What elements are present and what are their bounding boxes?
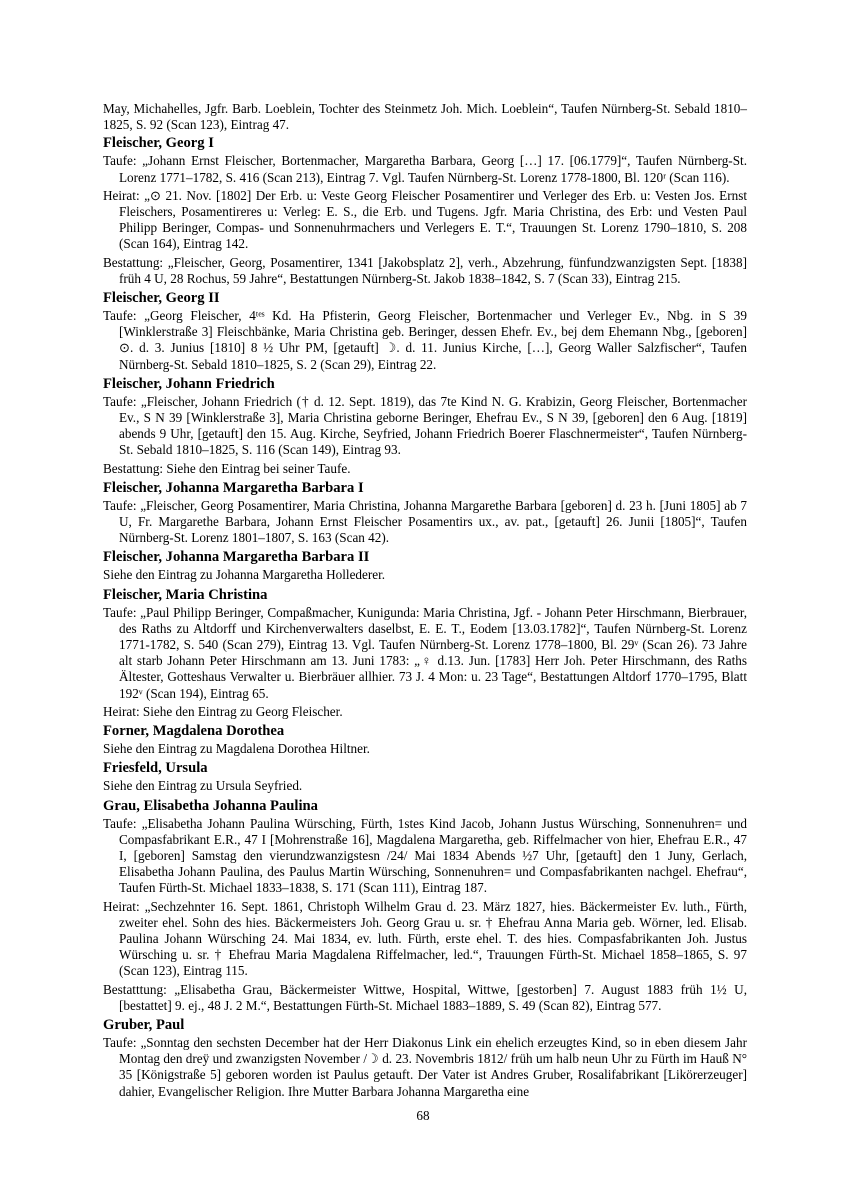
page-number: 68 <box>416 1108 430 1123</box>
entry-paragraph: Bestatttung: „Elisabetha Grau, Bäckermeister Wittwe, Hospital, Wittwe, [gestorben] 7. August 1883 früh 1½ U, [bestattet] 9. ej., 48 J. 2 M.“, Bestattungen Fürth-St. Michael 1883–1889, S. 49 (Scan 82), Eintrag 577. <box>103 981 747 1013</box>
entry-paragraph: Taufe: „Johann Ernst Fleischer, Bortenmacher, Margaretha Barbara, Georg […] 17. [06.1779]“, Taufen Nürnberg-St. Lorenz 1771–1782, S. 416 (Scan 213), Eintrag 7. Vgl. Taufen Nürnberg-St. Lorenz 1778-1800, Bl. 120ʳ (Scan 116). <box>103 153 747 185</box>
continuation-text: May, Michahelles, Jgfr. Barb. Loeblein, Tochter des Steinmetz Joh. Mich. Loeblein“, Taufen Nürnberg-St. Sebald 1810–1825, S. 92 (Scan 123), Eintrag 47. <box>103 101 747 133</box>
entries-container <box>103 134 747 1099</box>
entry-paragraph: Heirat: „Sechzehnter 16. Sept. 1861, Christoph Wilhelm Grau d. 23. März 1827, hies. Bäckermeister Ev. luth., Fürth, zweiter ehel. Sohn des hies. Bäckermeisters Joh. Georg Grau u. sr. † Ehefrau Anna Maria geb. Wörner, led. Elisab. Paulina Johann Würsching 24. Mai 1834, ev. luth. Fürth, erste ehel. T. des hies. Compasfabrikanten Joh. Justus Würsching u. sr. † Ehefrau Maria Magdalena Riffelmacher, led.“, Trauungen Fürth-St. Michael 1858–1865, S. 97 (Scan 123), Eintrag 115. <box>103 898 747 979</box>
entry-heading: Fleischer, Johanna Margaretha Barbara I <box>103 479 364 496</box>
entry-heading: Fleischer, Maria Christina <box>103 586 268 603</box>
cross-reference: Siehe den Eintrag zu Ursula Seyfried. <box>103 778 303 794</box>
entry-heading: Friesfeld, Ursula <box>103 760 208 777</box>
entry-paragraph: Taufe: „Georg Fleischer, 4ᵗᵉˢ Kd. Ha Pfisterin, Georg Fleischer, Bortenmacher und Verleger Ev., Nbg. in S 39 [Winklerstraße 3] Fleischbänke, Maria Christina geb. Beringer, dessen Ehefr. Ev., bej dem Ehemann Nbg., [geboren] ⊙. d. 3. Junius [1810] 8 ½ Uhr PM, [getauft] ☽. d. 11. Junius Kirche, […], Georg Waller Salzfischer“, Taufen Nürnberg-St. Sebald 1810–1825, S. 2 (Scan 29), Eintrag 22. <box>103 308 747 372</box>
entry-paragraph: Heirat: „⊙ 21. Nov. [1802] Der Erb. u: Veste Georg Fleischer Posamentirer und Verleger des Erb. u: Vesten Jos. Ernst Fleischers, Posamentireres u: Verleg: E. S., die Erb. und Tugens. Jgfr. Maria Christina, des Erb: und Vesten Paul Philipp Beringer, Compas- und Sonnenuhrmachers und Verlegers E. T.“, Trauungen St. Lorenz 1790–1810, S. 208 (Scan 164), Eintrag 142. <box>103 187 747 252</box>
entry-heading: Grau, Elisabetha Johanna Paulina <box>103 797 318 814</box>
entry-paragraph: Taufe: „Fleischer, Johann Friedrich († d. 12. Sept. 1819), das 7te Kind N. G. Krabizin, Georg Fleischer, Bortenmacher Ev., S N 39 [Winklerstraße 3], Maria Christina geborne Beringer, Ehefrau Ev., S N 39, [geboren] den 6 Aug. [1819] abends 9 Uhr, [getauft] den 15. Aug. Kirche, Seyfried, Johann Friedrich Boerer Flaschnermeister“, Taufen Nürnberg-St. Sebald 1810–1825, S. 116 (Scan 149), Eintrag 93. <box>103 393 747 458</box>
entry-paragraph: Heirat: Siehe den Eintrag zu Georg Fleischer. <box>103 703 343 719</box>
entry-paragraph: Taufe: „Sonntag den sechsten December hat der Herr Diakonus Link ein ehelich erzeugtes Kind, so in eben diesem Jahr Montag den dreÿ und zwanzigsten November /☽ d. 23. Novembris 1812/ früh um halb neun Uhr zu Fürth im Hauß N° 35 [Königstraße 5] geboren worden ist Paulus getauft. Der Vater ist Andres Gruber, Rosalifabrikant [Likörerzeuger] dahier, Evangelischer Religion. Ihre Mutter Barbara Johanna Margaretha eine <box>103 1034 747 1099</box>
entry-paragraph: Taufe: „Elisabetha Johann Paulina Würsching, Fürth, 1stes Kind Jacob, Johann Justus Würsching, Sonnenuhren= und Compasfabrikant E.R., 47 I [Mohrenstraße 16], Magdalena Margaretha, geb. Riffelmacher von hier, Ehefrau E.R., 47 I, [geboren] Samstag den vierundzwanzigstesn /24/ Mai 1834 Abends ½7 Uhr, [getauft] den 1 Juny, Gerlach, Elisabetha Johann Paulina, des Paulus Martin Würsching, Sonnenuhren= und Compasfabrikanten nachgel. Ehefrau“, Taufen Fürth-St. Michael 1833–1838, S. 171 (Scan 111), Eintrag 187. <box>103 815 747 896</box>
entry-paragraph: Bestattung: „Fleischer, Georg, Posamentirer, 1341 [Jakobsplatz 2], verh., Abzehrung, fünfundzwanzigsten Sept. [1838] früh 4 U, 28 Rochus, 59 Jahre“, Bestattungen Nürnberg-St. Jakob 1838–1842, S. 7 (Scan 33), Eintrag 215. <box>103 254 747 286</box>
cross-reference: Siehe den Eintrag zu Magdalena Dorothea Hiltner. <box>103 741 370 757</box>
entry-heading: Fleischer, Georg I <box>103 135 214 152</box>
entry-heading: Fleischer, Johann Friedrich <box>103 375 275 392</box>
entry-heading: Fleischer, Georg II <box>103 290 220 307</box>
entry-paragraph: Taufe: „Fleischer, Georg Posamentirer, Maria Christina, Johanna Margarethe Barbara [geboren] d. 23 h. [Juni 1805] ab 7 U, Fr. Margarethe Barbara, Johann Ernst Fleischer Posamentirs ux., av. pat., [getauft] 26. Junii [1805]“, Taufen Nürnberg-St. Lorenz 1801–1807, S. 163 (Scan 42). <box>103 497 747 546</box>
entry-heading: Fleischer, Johanna Margaretha Barbara II <box>103 549 370 566</box>
entry-heading: Forner, Magdalena Dorothea <box>103 723 285 740</box>
entry-paragraph: Bestattung: Siehe den Eintrag bei seiner Taufe. <box>103 460 351 476</box>
document-body <box>103 101 747 1102</box>
entry-heading: Gruber, Paul <box>103 1016 185 1033</box>
cross-reference: Siehe den Eintrag zu Johanna Margaretha Hollederer. <box>103 567 386 583</box>
entry-paragraph: Taufe: „Paul Philipp Beringer, Compaßmacher, Kunigunda: Maria Christina, Jgf. - Johann Peter Hirschmann, Bierbrauer, des Raths zu Altdorff und Kirchenverwalters daselbst, E. E. T., Eodem [13.03.1782]“, Taufen Nürnberg-St. Lorenz 1771-1782, S. 540 (Scan 279), Eintrag 13. Vgl. Taufen Nürnberg-St. Lorenz 1778–1800, Bl. 29ᵛ (Scan 26). 73 Jahre alt starb Johann Peter Hirschmann am 13. Juni 1783: „♀ d.13. Jun. [1783] Herr Joh. Peter Hirschmann, des Raths Ältester, Gotteshaus Verwalter u. Bierbräuer allhier. 73 J. 4 Mon: u. 23 Tage“, Bestattungen Altdorf 1770–1795, Blatt 192ᵛ (Scan 194), Eintrag 65. <box>103 604 747 701</box>
